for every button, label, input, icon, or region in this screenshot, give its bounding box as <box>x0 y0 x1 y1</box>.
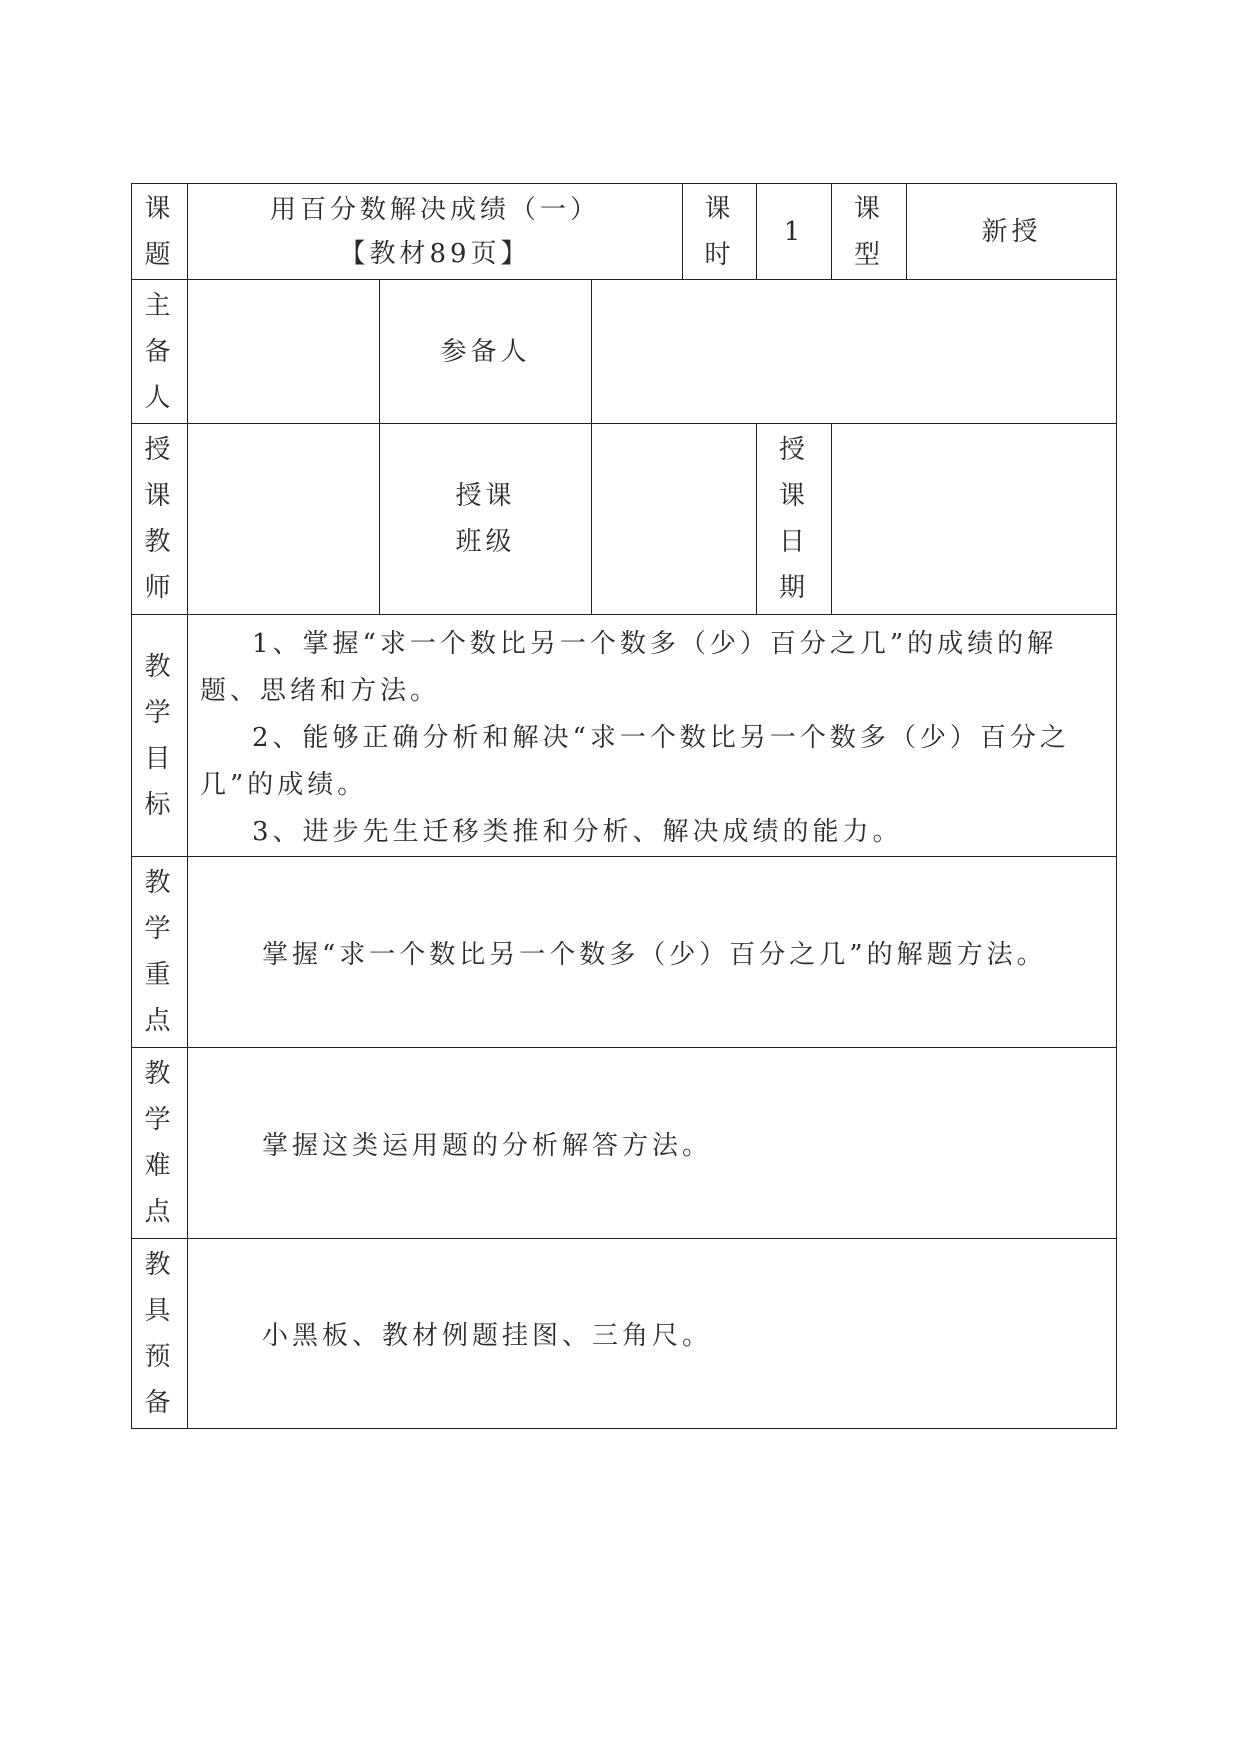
periods-value: 1 <box>757 184 832 280</box>
difficulty-text: 掌握这类运用题的分析解答方法。 <box>188 1048 1117 1239</box>
key-point-row <box>132 857 1117 1048</box>
tools-text: 小黑板、教材例题挂图、三角尺。 <box>188 1239 1117 1429</box>
date-value <box>832 424 1117 615</box>
goals-row <box>132 615 1117 857</box>
main-preparer-value <box>188 280 380 424</box>
lesson-type-value: 新授 <box>907 184 1117 280</box>
tools-row <box>132 1239 1117 1429</box>
class-label: 授课 班级 <box>380 424 592 615</box>
teacher-value <box>188 424 380 615</box>
lesson-type-label: 课 型 <box>832 184 907 280</box>
difficulty-row <box>132 1048 1117 1239</box>
topic-reference: 【教材89页】 <box>339 238 531 269</box>
topic-row <box>132 184 1117 280</box>
tools-label: 教 具 预 备 <box>132 1239 188 1429</box>
key-point-text: 掌握“求一个数比另一个数多（少）百分之几”的解题方法。 <box>188 857 1117 1048</box>
topic-title: 用百分数解决成绩（一） <box>270 194 601 225</box>
lesson-plan-table <box>131 183 1117 1429</box>
goal-item-2: 2、能够正确分析和解决“求一个数比另一个数多（少）百分之几”的成绩。 <box>200 723 1070 800</box>
periods-label: 课 时 <box>683 184 757 280</box>
key-point-label: 教 学 重 点 <box>132 857 188 1048</box>
co-preparer-value <box>592 280 1117 424</box>
preparers-row <box>132 280 1117 424</box>
topic-value <box>188 184 683 280</box>
goal-item-1: 1、掌握“求一个数比另一个数多（少）百分之几”的成绩的解题、思绪和方法。 <box>200 629 1058 706</box>
goals-content <box>188 615 1117 857</box>
date-label: 授 课 日 期 <box>757 424 832 615</box>
co-preparer-label: 参备人 <box>380 280 592 424</box>
class-value <box>592 424 757 615</box>
main-preparer-label: 主 备 人 <box>132 280 188 424</box>
topic-label: 课 题 <box>132 184 188 280</box>
teacher-label: 授 课 教 师 <box>132 424 188 615</box>
difficulty-label: 教 学 难 点 <box>132 1048 188 1239</box>
goal-item-3: 3、进步先生迁移类推和分析、解决成绩的能力。 <box>252 817 903 847</box>
goals-label: 教 学 目 标 <box>132 615 188 857</box>
teaching-row <box>132 424 1117 615</box>
